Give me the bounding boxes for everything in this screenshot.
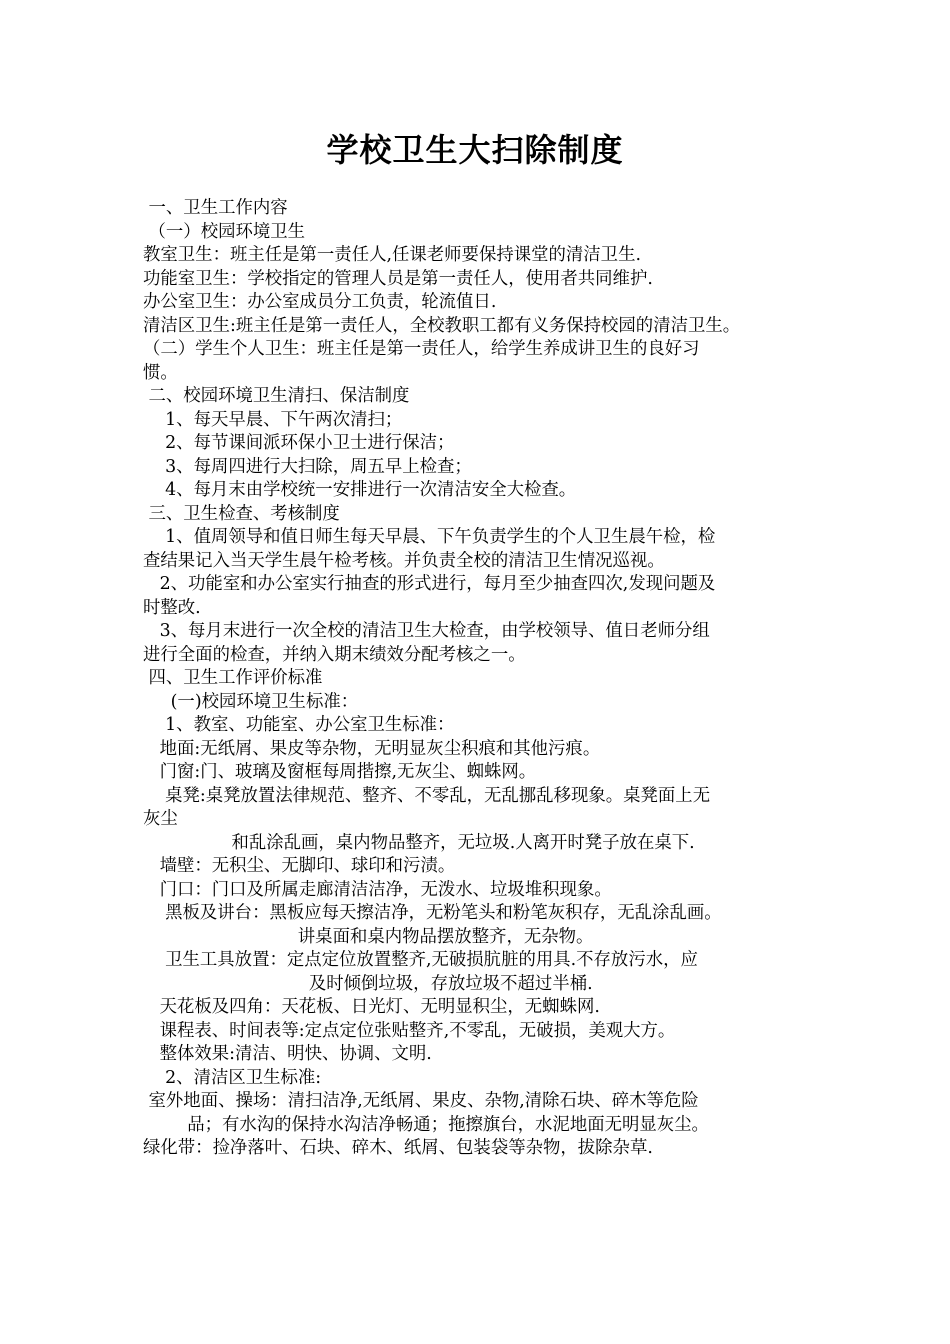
text-line: 天花板及四角：天花板、日光灯、无明显积尘，无蜘蛛网.	[143, 997, 600, 1017]
text-line: 1、值周领导和值日师生每天早晨、下午负责学生的个人卫生晨午检，检	[143, 527, 716, 547]
text-line: 门窗:门、玻璃及窗框每周揩擦,无灰尘、蜘蛛网。	[143, 762, 537, 782]
text-line: 查结果记入当天学生晨午检考核。并负责全校的清洁卫生情况巡视。	[143, 550, 665, 571]
text-line: 4、每月末由学校统一安排进行一次清洁安全大检查。	[143, 480, 577, 500]
text-line: 卫生工具放置：定点定位放置整齐,无破损肮脏的用具.不存放污水，应	[143, 950, 698, 970]
text-line: 2、清洁区卫生标准:	[143, 1067, 322, 1088]
text-line: 绿化带：捡净落叶、石块、碎木、纸屑、包装袋等杂物，拔除杂草.	[143, 1138, 653, 1158]
text-line: 二、校园环境卫生清扫、保洁制度	[143, 386, 410, 406]
text-line: 品；有水沟的保持水沟洁净畅通；拖擦旗台，水泥地面无明显灰尘。	[143, 1114, 709, 1135]
text-line: 2、功能室和办公室实行抽查的形式进行，每月至少抽查四次,发现问题及	[143, 574, 716, 594]
text-line: 门口：门口及所属走廊清洁洁净，无泼水、垃圾堆积现象。	[143, 879, 612, 900]
text-line: 地面:无纸屑、果皮等杂物，无明显灰尘积痕和其他污痕。	[143, 738, 601, 759]
text-line: 桌凳:桌凳放置法律规范、整齐、不零乱，无乱挪乱移现象。桌凳面上无	[143, 785, 711, 806]
text-line: （一）校园环境卫生	[143, 221, 306, 242]
text-line: 时整改.	[143, 597, 201, 618]
text-line: 功能室卫生：学校指定的管理人员是第一责任人，使用者共同维护.	[143, 268, 653, 289]
text-line: (一)校园环境卫生标准：	[143, 691, 359, 712]
document-body	[143, 197, 823, 1161]
text-line: 教室卫生：班主任是第一责任人,任课老师要保持课堂的清洁卫生.	[143, 245, 641, 265]
text-line: 课程表、时间表等:定点定位张贴整齐,不零乱，无破损，美观大方。	[143, 1020, 676, 1041]
text-line: 三、卫生检查、考核制度	[143, 503, 340, 524]
text-line: 办公室卫生：办公室成员分工负责，轮流值日.	[143, 292, 497, 312]
text-line: 讲桌面和桌内物品摆放整齐，无杂物。	[143, 926, 594, 947]
text-line: 进行全面的检查，并纳入期末绩效分配考核之一。	[143, 644, 526, 665]
text-line: 灰尘	[143, 809, 178, 829]
text-line: 2、每节课间派环保小卫士进行保洁；	[143, 433, 455, 453]
text-line: 1、教室、功能室、办公室卫生标准：	[143, 715, 455, 735]
text-line: 及时倾倒垃圾，存放垃圾不超过半桶.	[143, 973, 593, 994]
text-line: 1、每天早晨、下午两次清扫；	[143, 409, 403, 430]
text-line: 整体效果:清洁、明快、协调、文明.	[143, 1044, 432, 1064]
text-line: 3、每月末进行一次全校的清洁卫生大检查，由学校领导、值日老师分组	[143, 621, 710, 641]
text-line: 室外地面、操场：清扫洁净,无纸屑、果皮、杂物,清除石块、碎木等危险	[143, 1091, 699, 1111]
text-line: 四、卫生工作评价标准	[143, 668, 323, 688]
text-line: 和乱涂乱画，桌内物品整齐，无垃圾.人离开时凳子放在桌下.	[143, 832, 695, 853]
text-line: 清洁区卫生:班主任是第一责任人，全校教职工都有义务保持校园的清洁卫生。	[143, 315, 741, 336]
text-line: 3、每周四进行大扫除，周五早上检查；	[143, 456, 472, 477]
text-line: 黑板及讲台：黑板应每天擦洁净，无粉笔头和粉笔灰积存，无乱涂乱画。	[143, 903, 722, 923]
text-line: 惯。	[143, 362, 178, 383]
text-line: 墙壁：无积尘、无脚印、球印和污渍。	[143, 856, 456, 876]
text-line: （二）学生个人卫生：班主任是第一责任人，给学生养成讲卫生的良好习	[143, 339, 700, 359]
document-title: 学校卫生大扫除制度	[326, 131, 624, 169]
text-line: 一、卫生工作内容	[143, 198, 288, 218]
